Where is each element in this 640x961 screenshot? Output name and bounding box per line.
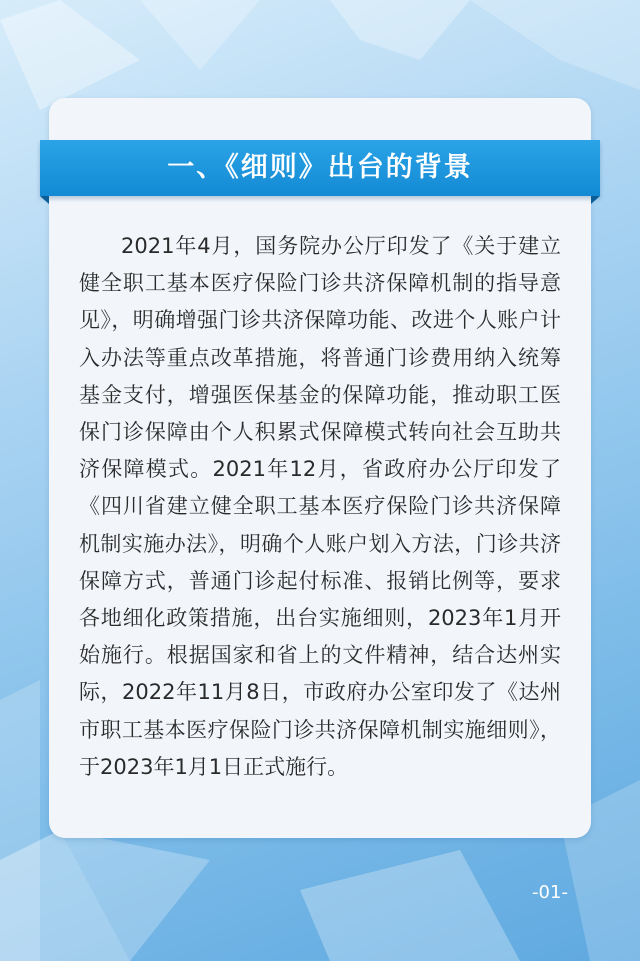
banner-fold-right	[591, 196, 600, 204]
section-title: 一、《细则》出台的背景	[167, 152, 473, 183]
banner-fold-left	[40, 196, 49, 204]
page-number: -01-	[532, 882, 568, 903]
body-paragraph: 2021年4月，国务院办公厅印发了《关于建立健全职工基本医疗保险门诊共济保障机制的指导意见》，明确增强门诊共济保障功能、改进个人账户计入办法等重点改革措施，将普通门诊费用纳入统筹基金支付，增强医保基金的保障功能，推动职工医保门诊保障由个人积累式保障模式转向社会互助共济保障模式。2021年12月，省政府办公厅印发了《四川省建立健全职工基本医疗保险门诊共济保障机制实施办法》，明确个人账户划入方法，门诊共济保障方式，普通门诊起付标准、报销比例等，要求各地细化政策措施，出台实施细则，2023年1月开始施行。根据国家和省上的文件精神，结合达州实际，2022年11月8日，市政府办公室印发了《达州市职工基本医疗保险门诊共济保障机制实施细则》，于2023年1月1日正式施行。	[79, 234, 561, 779]
